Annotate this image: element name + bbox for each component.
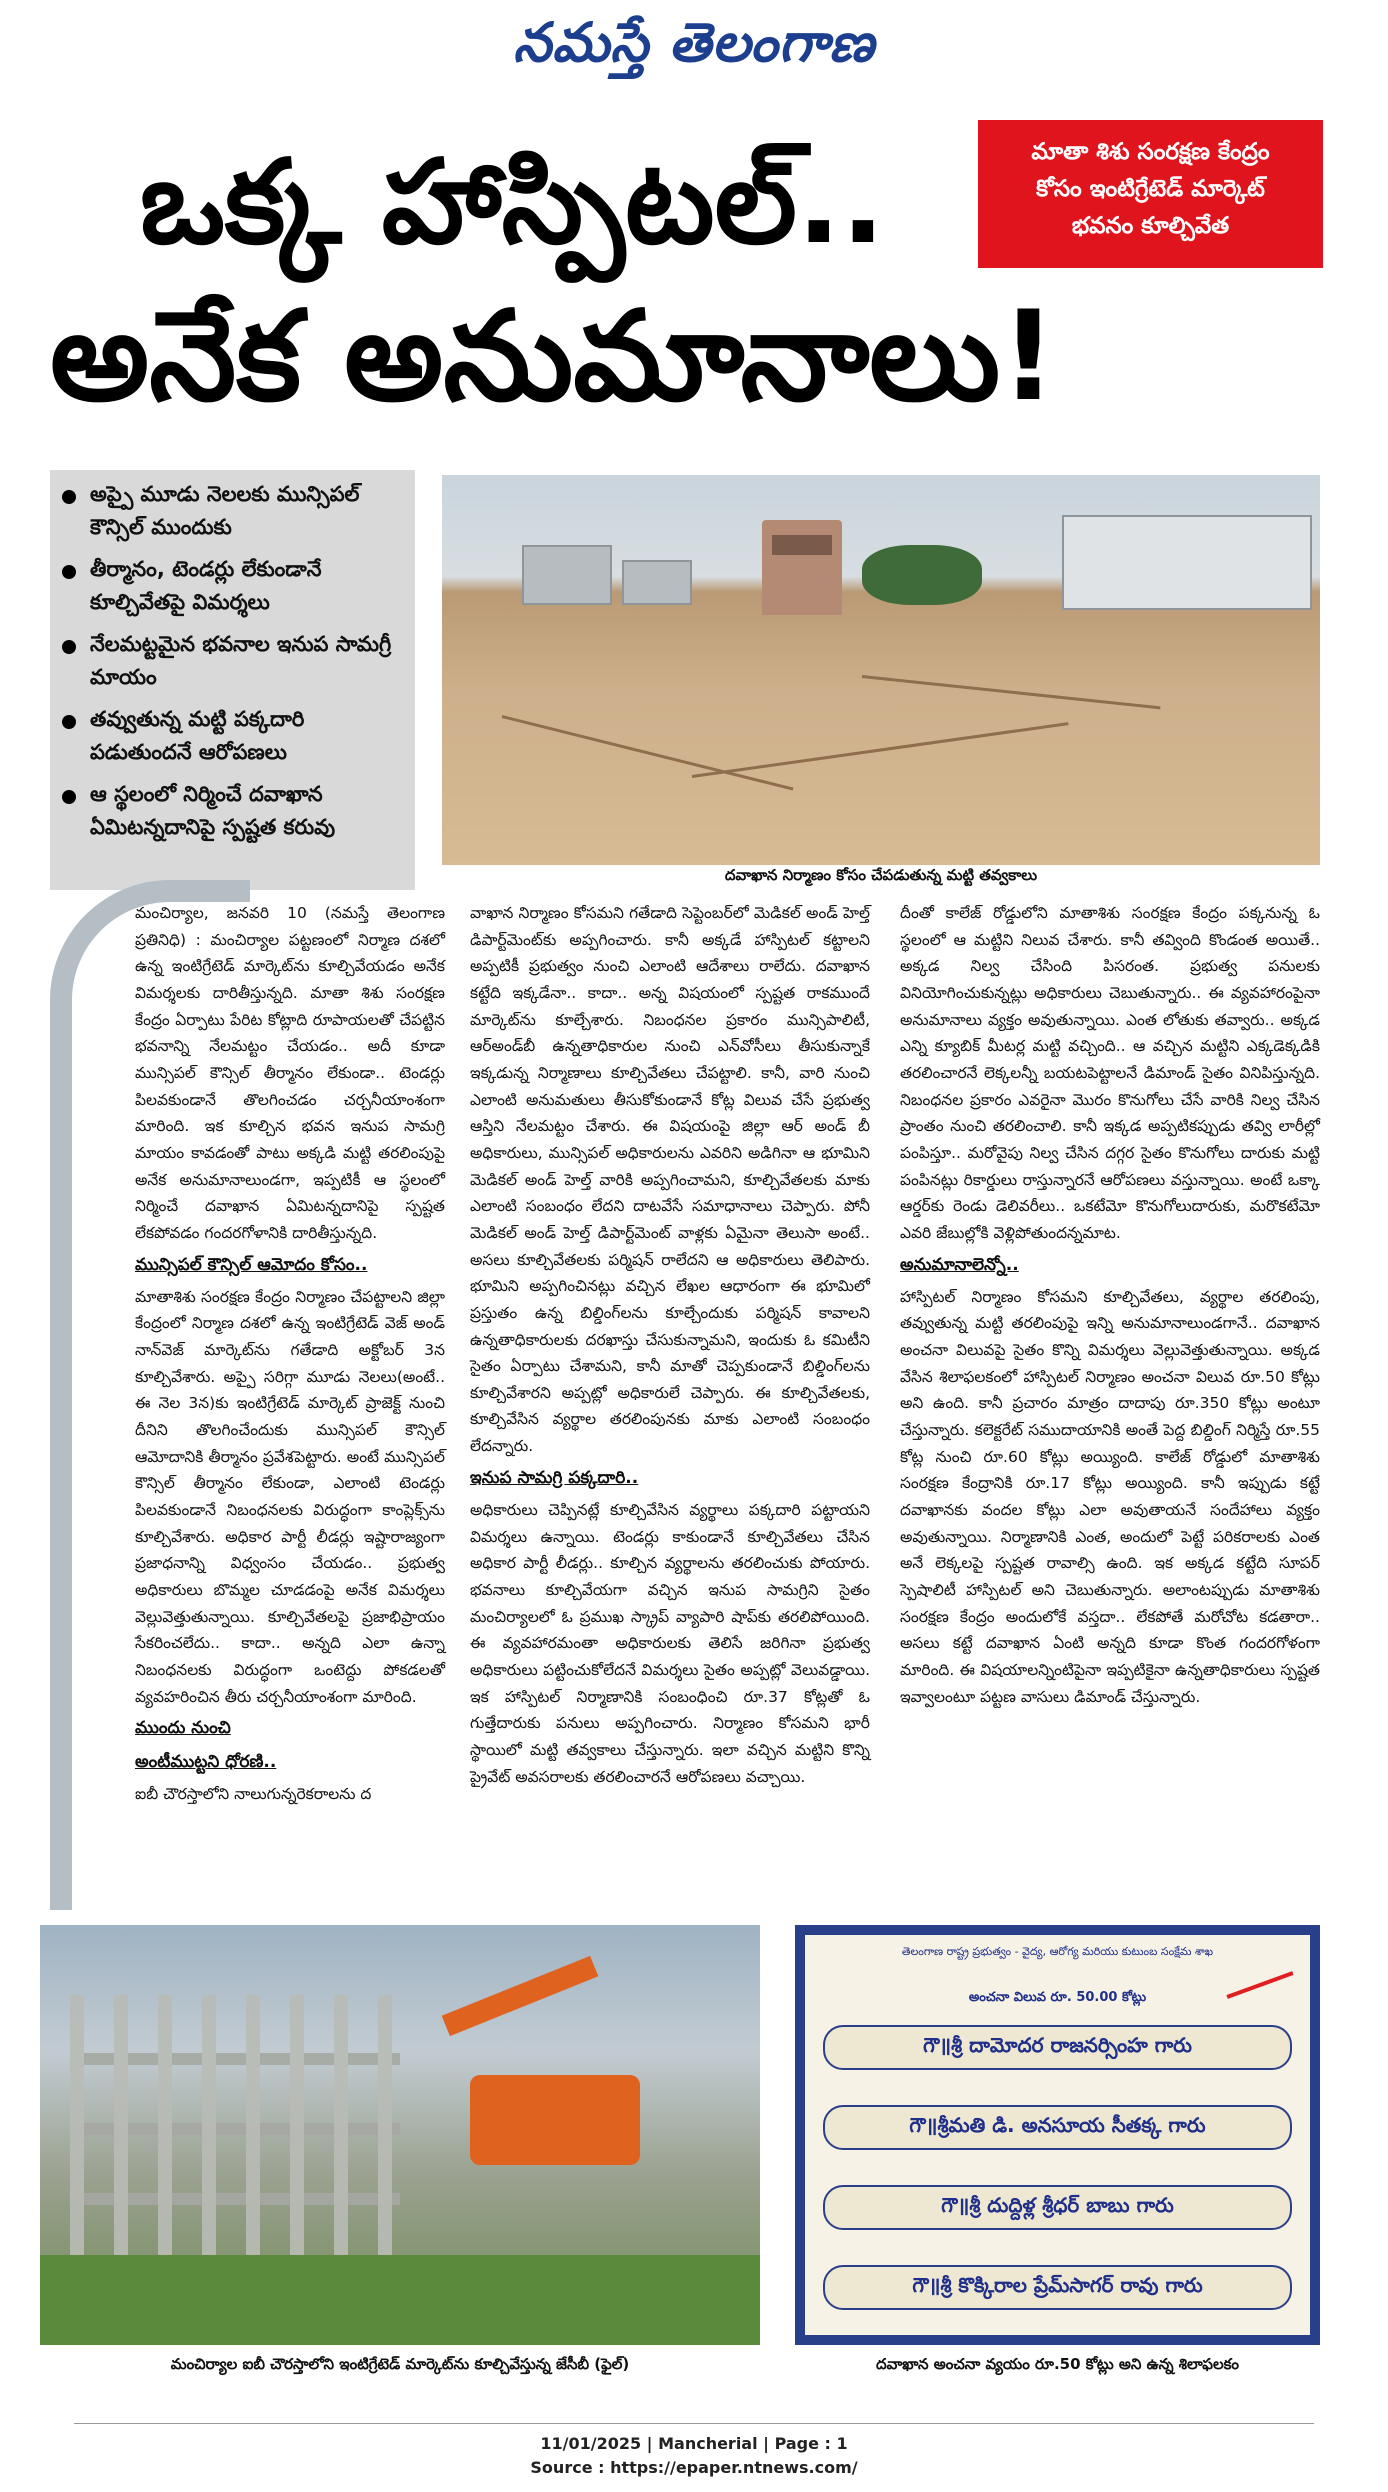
highlights-box bbox=[50, 470, 415, 890]
excavator-arm bbox=[442, 1956, 599, 2036]
tyre-track bbox=[862, 675, 1161, 709]
article-column-1 bbox=[135, 900, 445, 1807]
paragraph: అధికారులు చెప్పినట్లే కూల్చివేసిన వ్యర్థాలు పక్కదారి పట్టాయని విమర్శలు ఉన్నాయి. టెండర్లు కాకుండానే కూల్చివేతలు చేసిన అధికార పార్టీ లీడర్లు.. కూల్చిన వ్యర్థాలను తరలించుకు పోయారు. భవనాలు కూల్చివేయగా వచ్చిన ఇనుప సామగ్రిని సైతం మంచిర్యాలలో ఓ ప్రముఖ స్క్రాప్ వ్యాపారి షాప్‌కు తరలిపోయింది. ఈ వ్యవహారమంతా అధికారులకు తెలిసే జరిగినా ప్రభుత్వ అధికారులు పట్టించుకోలేదనే విమర్శలు సైతం అప్పట్లో వెలువడ్డాయి. ఇక హాస్పిటల్ నిర్మాణానికి సంబంధించి రూ.37 కోట్లతో ఓ గుత్తేదారుకు పనులు అప్పగించారు. నిర్మాణం కోసమని భారీ స్థాయిలో మట్టి తవ్వకాలు చేస్తున్నారు. ఇలా వచ్చిన మట్టిని కొన్ని ప్రైవేట్ అవసరాలకు తరలించారనే ఆరోపణలు వచ్చాయి. bbox=[470, 1501, 870, 1786]
plaque-name: గౌ॥శ్రీ కొక్కిరాల ప్రేమ్‌సాగర్ రావు గారు bbox=[823, 2265, 1292, 2310]
plaque-cost: అంచనా విలువ రూ. 50.00 కోట్లు bbox=[968, 1990, 1147, 2005]
headline-line-2: అనేక అనుమానాలు! bbox=[50, 285, 1057, 429]
tyre-track bbox=[502, 715, 794, 790]
plaque-name: గౌ॥శ్రీ దుద్దిళ్ల శ్రీధర్ బాబు గారు bbox=[823, 2185, 1292, 2230]
highlight-item bbox=[62, 478, 403, 543]
plaque-name: గౌ॥శ్రీమతి డి. అనసూయ సీతక్క గారు bbox=[823, 2105, 1292, 2150]
background-building bbox=[522, 545, 612, 605]
bullet-icon bbox=[62, 640, 76, 654]
subheading: ముందు నుంచి bbox=[135, 1718, 231, 1739]
paragraph: వాఖాన నిర్మాణం కోసమని గతేడాది సెప్టెంబర్‌లో మెడికల్ అండ్ హెల్త్ డిపార్ట్‌మెంట్‌కు అప్పగించారు. కానీ అక్కడే హాస్పిటల్ కట్టాలని అప్పటికీ ప్రభుత్వం నుంచి ఎలాంటి ఆదేశాలు రాలేదు. దవాఖాన కట్టేది ఇక్కడేనా.. కాదా.. అన్న విషయంలో స్పష్టత రాకముందే మార్కెట్‌ను కూల్చేశారు. నిబంధనల ప్రకారం మున్సిపాలిటీ, ఆర్‌అండ్‌బీ ఉన్నతాధికారుల నుంచి ఎన్‌వోసీలు తీసుకున్నాకే ఇక్కడున్న నిర్మాణాలు కూల్చివేతలు చేపట్టాలి. కానీ, వారి నుంచి ఎలాంటి అనుమతులు తీసుకోకుండానే కోట్ల విలువ చేసే ప్రభుత్వ ఆస్తిని నేలమట్టం చేశారు. ఈ విషయంపై జిల్లా ఆర్ అండ్ బీ అధికారులు, మున్సిపల్ అధికారులను ఎవరిని అడిగినా ఆ భూమిని మెడికల్ అండ్ హెల్త్ వారికి అప్పగించామని, కూల్చివేతలకు మాకు ఎలాంటి సంబంధం లేదని దాటవేసే సమాధానాలు చెప్పారు. పోనీ మెడికల్ అండ్ హెల్త్ డిపార్ట్‌మెంట్ వాళ్లకు ఏమైనా తెలుసా అంటే.. అసలు కూల్చివేతలకు పర్మిషన్ రాలేదని ఆ అధికారులు తెలిపారు. భూమిని అప్పగించినట్లు వచ్చిన లేఖల ఆధారంగా ఈ భూమిలో ప్రస్తుతం ఉన్న బిల్డింగ్‌లను కూల్చేందుకు పర్మిషన్ కావాలని ఉన్నతాధికారులకు దరఖాస్తు చేసుకున్నామని, ఇందుకు ఓ కమిటీని సైతం ఏర్పాటు చేశామని, కానీ మాతో చెప్పకుండానే బిల్డింగ్‌లను కూల్చివేశారని అప్పట్లో అధికారులే చెప్పారు. ఈ కూల్చివేతలకు, కూల్చివేసిన వ్యర్థాల తరలింపునకు మాకు ఎలాంటి సంబంధం లేదన్నారు. bbox=[470, 904, 870, 1456]
hospital-building bbox=[1062, 515, 1312, 610]
paragraph: మాతాశిశు సంరక్షణ కేంద్రం నిర్మాణం చేపట్టాలని జిల్లా కేంద్రంలో నిర్మాణ దశలో ఉన్న ఇంటిగ్రేటెడ్ వెజ్ అండ్ నాన్‌వెజ్ మార్కెట్‌ను గతేడాది అక్టోబర్ 3న కూల్చివేశారు. అప్పై సరిగ్గా మూడు నెలలు(అంటే.. ఈ నెల 3న)కు ఇంటిగ్రేటెడ్ మార్కెట్ ప్రాజెక్ట్ నుంచి దీనిని తొలగించేందుకు మున్సిపల్ కౌన్సిల్ ఆమోదానికి తీర్మానం ప్రవేశపెట్టారు. అంటే మున్సిపల్ కౌన్సిల్ తీర్మానం లేకుండా, ఎలాంటి టెండర్లు పిలవకుండానే నిబంధనలకు విరుద్ధంగా కాంప్లెక్స్‌ను కూల్చివేశారు. అధికార పార్టీ లీడర్లు ఇష్టారాజ్యంగా ప్రజాధనాన్ని విధ్వంసం చేయడం.. ప్రభుత్వ అధికారులు బొమ్మల చూడడంపై అనేక విమర్శలు వెల్లువెత్తుతున్నాయి. కూల్చివేతలపై ప్రజాభిప్రాయం సేకరించలేదు.. కాదా.. అన్నది ఎలా ఉన్నా నిబంధనలకు విరుద్ధంగా ఒంటెద్దు పోకడలతో వ్యవహరించిన తీరు చర్చనీయాంశంగా మారింది. bbox=[135, 1287, 445, 1706]
masthead bbox=[0, 0, 1388, 95]
subheading: అనుమానాలెన్నో.. bbox=[900, 1254, 1019, 1275]
bottom-right-caption: దవాఖాన అంచనా వ్యయం రూ.50 కోట్లు అని ఉన్న శిలాఫలకం bbox=[875, 2355, 1240, 2373]
side-box-line: కోసం ఇంటిగ్రేటెడ్ మార్కెట్ bbox=[1036, 175, 1265, 202]
article-column-3 bbox=[900, 900, 1320, 1710]
highlight-text: తవ్వుతున్న మట్టి పక్కదారి పడుతుందనే ఆరోపణలు bbox=[90, 707, 305, 764]
plaque-name: గౌ॥శ్రీ దామోదర రాజనర్సింహ గారు bbox=[823, 2025, 1292, 2070]
subheading: ఇనుప సామగ్రి పక్కదారి.. bbox=[470, 1467, 639, 1488]
bullet-icon bbox=[62, 715, 76, 729]
highlight-text: ఆ స్థలంలో నిర్మించే దవాఖాన ఏమిటన్నదానిపై స్పష్టత కరువు bbox=[90, 782, 336, 839]
article-column-2 bbox=[470, 900, 870, 1790]
footer-source-line: Source : https://epaper.ntnews.com/ bbox=[530, 2458, 858, 2477]
bottom-left-caption: మంచిర్యాల ఐబీ చౌరస్తాలోని ఇంటిగ్రేటెడ్ మార్కెట్‌ను కూల్చివేస్తున్న జేసీబీ (ఫైల్) bbox=[170, 2355, 630, 2373]
subheading: అంటీముట్టని ధోరణి.. bbox=[135, 1751, 277, 1772]
excavation-photo bbox=[442, 475, 1320, 865]
tyre-track bbox=[692, 722, 1069, 778]
page-footer bbox=[0, 2423, 1388, 2480]
footer-date-line: 11/01/2025 | Mancherial | Page : 1 bbox=[540, 2434, 848, 2453]
foundation-plaque bbox=[805, 1935, 1310, 2335]
paragraph: మంచిర్యాల, జనవరి 10 (నమస్తే తెలంగాణ ప్రతినిధి) : మంచిర్యాల పట్టణంలో నిర్మాణ దశలో ఉన్న ఇంటిగ్రేటెడ్ మార్కెట్‌ను కూల్చివేయడం అనేక విమర్శలకు దారితీస్తున్నది. మాతా శిశు సంరక్షణ కేంద్రం ఏర్పాటు పేరిట కోట్లాది రూపాయలతో చేపట్టిన భవనాన్ని నేలమట్టం చేయడం.. అదీ కూడా మున్సిపల్ కౌన్సిల్ తీర్మానం లేకుండా.. టెండర్లు పిలవకుండానే తొలగించడం చర్చనీయాంశంగా మారింది. ఇక కూల్చిన భవన ఇనుప సామగ్రి మాయం కావడంతో పాటు అక్కడి మట్టి తరలింపుపై అనేక అనుమానాలుండగా, ఇప్పటికీ ఆ స్థలంలో నిర్మించే దవాఖాన ఏమిటన్నదానిపై స్పష్టత లేకపోవడం గందరగోళానికి దారితీస్తున్నది. bbox=[135, 904, 445, 1242]
headline-line-1: ఒక్క హాస్పిటల్.. bbox=[140, 135, 885, 270]
bullet-icon bbox=[62, 490, 76, 504]
grass bbox=[40, 2255, 760, 2345]
highlight-text: అప్పై మూడు నెలలకు మున్సిపల్ కౌన్సిల్ ముందుకు bbox=[90, 482, 360, 539]
bullet-icon bbox=[62, 790, 76, 804]
highlight-text: నేలమట్టమైన భవనాల ఇనుప సామగ్రీ మాయం bbox=[90, 632, 392, 689]
highlight-text: తీర్మానం, టెండర్లు లేకుండానే కూల్చివేతపై విమర్శలు bbox=[90, 557, 322, 614]
building-skeleton bbox=[70, 1995, 400, 2275]
side-box-line: భవనం కూల్చివేత bbox=[1071, 212, 1230, 239]
highlight-item bbox=[62, 778, 403, 843]
demolition-photo bbox=[40, 1925, 760, 2345]
water-tower bbox=[762, 520, 842, 615]
paragraph: దీంతో కాలేజ్ రోడ్డులోని మాతాశిశు సంరక్షణ కేంద్రం పక్కనున్న ఓ స్థలంలో ఆ మట్టిని నిలువ చేశారు. కానీ తవ్వింది కొండంత అయితే.. అక్కడ నిల్వ చేసింది పిసరంత. ప్రభుత్వ పనులకు వినియోగించుకున్నట్లు అధికారులు చెబుతున్నారు.. ఈ వ్యవహారంపైనా అనుమానాలు వ్యక్తం అవుతున్నాయి. ఎంత లోతుకు తవ్వారు.. అక్కడ ఎన్ని క్యూబిక్ మీటర్ల మట్టి వచ్చింది.. ఆ వచ్చిన మట్టిని ఎక్కడెక్కడికి తరలించారనే లెక్కలన్నీ బయటపెట్టాలనే డిమాండ్ సైతం వినిపిస్తున్నది. నిబంధనల ప్రకారం ఎవరైనా మొరం కొనుగోలు చేసే వారికి నిల్వ చేసిన ప్రాంతం నుంచి తరలించాలి. కానీ ఇక్కడ అప్పటికప్పుడు తవ్వి లారీల్లో పంపిస్తూ.. మరోవైపు నిల్వ చేసిన దగ్గర సైతం కొనుగోలు దారుకు మట్టి పంపినట్లు రికార్డులు రాస్తున్నారనే ఆరోపణలు వస్తున్నాయి. అంటే ఒక్కా ఆర్డర్‌కు రెండు డెలివరీలు.. ఒకటేమో కొనుగోలుదారుకు, మరొకటేమో ఎవరి జేబుల్లోకి వెళ్లిపోతుందన్నమాట. bbox=[900, 904, 1320, 1242]
top-photo-caption: దవాఖాన నిర్మాణం కోసం చేపడుతున్న మట్టి తవ్వకాలు bbox=[724, 866, 1038, 884]
paragraph: హాస్పిటల్ నిర్మాణం కోసమని కూల్చివేతలు, వ్యర్థాల తరలింపు, తవ్వుతున్న మట్టి తరలింపుపై ఇన్ని అనుమానాలుండగానే.. దవాఖాన అంచనా విలువపై సైతం కొన్ని విమర్శలు వెల్లువెత్తుతున్నాయి. అక్కడ వేసిన శిలాఫలకంలో హాస్పిటల్ నిర్మాణం అంచనా విలువ రూ.50 కోట్లు అని ఉంది. కానీ ప్రచారం మాత్రం దాదాపు రూ.350 కోట్లు అంటూ చేస్తున్నారు. కలెక్టరేట్ సముదాయానికి అంతే పెద్ద బిల్డింగ్ నిర్మిస్తే రూ.55 కోట్ల నుంచి రూ.60 కోట్లు అయ్యింది. కాలేజ్ రోడ్డులో మాతాశిశు సంరక్షణ కేంద్రానికి రూ.17 కోట్లు అయ్యింది. కానీ ఇప్పుడు కట్టే దవాఖానకు వందల కోట్లు ఎలా అవుతాయనే సందేహాలు వ్యక్తం అవుతున్నాయి. నిర్మాణానికి ఎంత, అందులో పెట్టే పరికరాలకు ఎంత అనే లెక్కలపై స్పష్టత రావాల్సి ఉంది. ఇక అక్కడ కట్టేది సూపర్ స్పెషాలిటీ హాస్పిటల్ అని చెబుతున్నారు. అలాంటప్పుడు మాతాశిశు సంరక్షణ కేంద్రం అందులోకే వస్తదా.. లేకపోతే మరోచోట కడతారా.. అసలు కట్టే దవాఖాన ఏంటి అన్నది కూడా కొంత గందరగోళంగా మారింది. ఈ విషయాలన్నింటిపైనా ఇప్పటికైనా ఉన్నతాధికారులు స్పష్టత ఇవ్వాలంటూ పట్టణ వాసులు డిమాండ్ చేస్తున్నారు. bbox=[900, 1287, 1320, 1706]
bullet-icon bbox=[62, 565, 76, 579]
highlight-item bbox=[62, 703, 403, 768]
tree-cluster bbox=[862, 545, 982, 605]
paragraph: ఐబీ చౌరస్తాలోని నాలుగున్నరెకరాలను ద bbox=[135, 1784, 372, 1803]
plaque-header: తెలంగాణ రాష్ట్ర ప్రభుత్వం - వైద్య, ఆరోగ్య మరియు కుటుంబ సంక్షేమ శాఖ bbox=[901, 1945, 1214, 1958]
highlight-item bbox=[62, 628, 403, 693]
background-building bbox=[622, 560, 692, 605]
footer-divider bbox=[74, 2423, 1314, 2424]
highlight-item bbox=[62, 553, 403, 618]
excavator bbox=[470, 2075, 640, 2165]
side-box-line: మాతా శిశు సంరక్షణ కేంద్రం bbox=[1031, 139, 1270, 165]
subheading: మున్సిపల్ కౌన్సిల్ ఆమోదం కోసం.. bbox=[135, 1254, 368, 1275]
masthead-title: నమస్తే తెలంగాణ bbox=[513, 10, 875, 74]
foundation-plaque-photo bbox=[795, 1925, 1320, 2345]
